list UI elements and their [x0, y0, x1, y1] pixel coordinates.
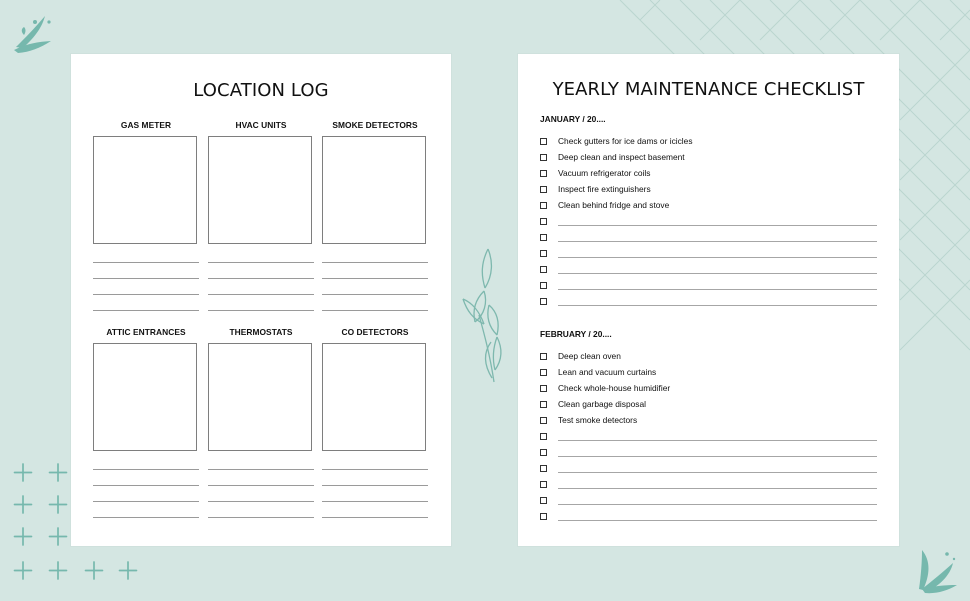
- note-line: [322, 501, 428, 502]
- checklist-blank-row: [540, 248, 877, 260]
- checklist-blank-row: [540, 280, 877, 292]
- location-cell-label: CO DETECTORS: [341, 327, 409, 337]
- checkbox[interactable]: [540, 417, 547, 424]
- note-line: [322, 517, 428, 518]
- january-heading: JANUARY / 20....: [540, 114, 606, 124]
- note-line: [322, 278, 428, 279]
- note-line: [93, 501, 199, 502]
- note-line: [322, 294, 428, 295]
- note-line: [208, 262, 314, 263]
- checklist-blank-row: [540, 232, 877, 244]
- checkbox[interactable]: [540, 170, 547, 177]
- blank-entry-line[interactable]: [558, 504, 877, 505]
- note-line: [93, 262, 199, 263]
- checkbox[interactable]: [540, 449, 547, 456]
- checklist-blank-row: [540, 447, 877, 459]
- location-cell-label: THERMOSTATS: [229, 327, 293, 337]
- blank-entry-line[interactable]: [558, 241, 877, 242]
- checkbox[interactable]: [540, 250, 547, 257]
- yearly-maintenance-checklist-page: [518, 54, 899, 546]
- checklist-title: YEARLY MAINTENANCE CHECKLIST: [552, 79, 865, 100]
- checkbox[interactable]: [540, 401, 547, 408]
- task-text: Inspect fire extinguishers: [558, 184, 651, 194]
- blank-entry-line[interactable]: [558, 472, 877, 473]
- note-line: [208, 517, 314, 518]
- blank-entry-line[interactable]: [558, 520, 877, 521]
- checklist-item-february-3: [540, 383, 877, 395]
- checkbox[interactable]: [540, 433, 547, 440]
- checkbox[interactable]: [540, 154, 547, 161]
- checkbox[interactable]: [540, 282, 547, 289]
- checklist-blank-row: [540, 296, 877, 308]
- task-text: Vacuum refrigerator coils: [558, 168, 651, 178]
- checklist-blank-row: [540, 511, 877, 523]
- photo-box: [208, 136, 312, 244]
- checkbox[interactable]: [540, 234, 547, 241]
- note-line: [208, 485, 314, 486]
- note-line: [208, 469, 314, 470]
- checkbox[interactable]: [540, 298, 547, 305]
- center-leaf-branch-icon: [455, 241, 515, 386]
- note-line: [322, 310, 428, 311]
- blank-entry-line[interactable]: [558, 225, 877, 226]
- note-line: [208, 294, 314, 295]
- checklist-item-january-3: [540, 168, 877, 180]
- checklist-item-february-4: [540, 399, 877, 411]
- blank-entry-line[interactable]: [558, 305, 877, 306]
- photo-box: [93, 343, 197, 451]
- note-line: [93, 485, 199, 486]
- location-cell-label: ATTIC ENTRANCES: [106, 327, 186, 337]
- photo-box: [208, 343, 312, 451]
- location-cell-label: GAS METER: [120, 120, 172, 130]
- blank-entry-line[interactable]: [558, 289, 877, 290]
- task-text: Check gutters for ice dams or icicles: [558, 136, 693, 146]
- photo-box: [322, 136, 426, 244]
- blank-entry-line[interactable]: [558, 273, 877, 274]
- note-line: [322, 485, 428, 486]
- checkbox[interactable]: [540, 465, 547, 472]
- note-line: [93, 278, 199, 279]
- checkbox[interactable]: [540, 385, 547, 392]
- checklist-blank-row: [540, 264, 877, 276]
- checkbox[interactable]: [540, 513, 547, 520]
- checklist-blank-row: [540, 431, 877, 443]
- checkbox[interactable]: [540, 202, 547, 209]
- checklist-item-january-4: [540, 184, 877, 196]
- checklist-blank-row: [540, 479, 877, 491]
- task-text: Lean and vacuum curtains: [558, 367, 657, 377]
- checklist-item-february-1: [540, 351, 877, 363]
- task-text: Test smoke detectors: [558, 415, 638, 425]
- note-line: [208, 501, 314, 502]
- note-line: [322, 469, 428, 470]
- checklist-blank-row: [540, 216, 877, 228]
- note-line: [208, 278, 314, 279]
- checkbox[interactable]: [540, 481, 547, 488]
- task-text: Deep clean oven: [558, 351, 621, 361]
- corner-leaf-bottom-right-icon: [904, 541, 964, 601]
- checklist-item-january-5: [540, 200, 877, 212]
- checkbox[interactable]: [540, 353, 547, 360]
- blank-entry-line[interactable]: [558, 456, 877, 457]
- note-line: [322, 262, 428, 263]
- checklist-item-january-1: [540, 136, 877, 148]
- corner-leaf-top-left-icon: [6, 7, 66, 67]
- location-cell-label: SMOKE DETECTORS: [332, 120, 418, 130]
- photo-box: [93, 136, 197, 244]
- location-log-page: [71, 54, 451, 546]
- checklist-item-february-2: [540, 367, 877, 379]
- location-cell-label: HVAC UNITS: [235, 120, 287, 130]
- checklist-blank-row: [540, 495, 877, 507]
- task-text: Clean behind fridge and stove: [558, 200, 670, 210]
- note-line: [208, 310, 314, 311]
- february-heading: FEBRUARY / 20....: [540, 329, 612, 339]
- note-line: [93, 310, 199, 311]
- checkbox[interactable]: [540, 218, 547, 225]
- checklist-item-january-2: [540, 152, 877, 164]
- checklist-blank-row: [540, 463, 877, 475]
- note-line: [93, 294, 199, 295]
- task-text: Check whole-house humidifier: [558, 383, 671, 393]
- task-text: Clean garbage disposal: [558, 399, 646, 409]
- checklist-item-february-5: [540, 415, 877, 427]
- checkbox[interactable]: [540, 266, 547, 273]
- checkbox[interactable]: [540, 369, 547, 376]
- checkbox[interactable]: [540, 186, 547, 193]
- checkbox[interactable]: [540, 138, 547, 145]
- note-line: [93, 517, 199, 518]
- blank-entry-line[interactable]: [558, 488, 877, 489]
- blank-entry-line[interactable]: [558, 440, 877, 441]
- photo-box: [322, 343, 426, 451]
- location-log-title: LOCATION LOG: [193, 80, 329, 101]
- checkbox[interactable]: [540, 497, 547, 504]
- blank-entry-line[interactable]: [558, 257, 877, 258]
- note-line: [93, 469, 199, 470]
- task-text: Deep clean and inspect basement: [558, 152, 685, 162]
